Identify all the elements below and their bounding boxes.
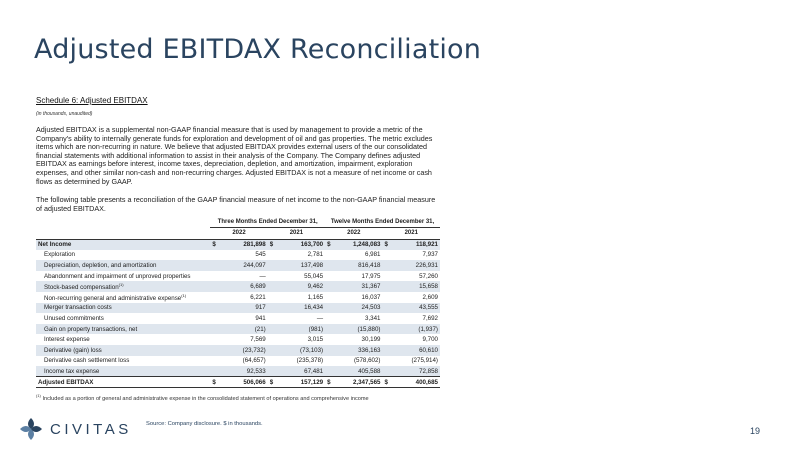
cell-value: 917 [219,303,268,314]
cell-value: 244,097 [219,260,268,271]
cell-value: 3,341 [365,314,381,322]
cell-value: 226,931 [391,260,440,271]
table-footnote [36,393,369,402]
cell-value: (235,378) [296,357,324,365]
cell-value: 60,610 [391,345,440,356]
table-row [36,345,440,356]
cell-value: (1,937) [391,324,440,335]
cell-value: 30,199 [361,336,381,344]
cell-value: (73,103) [276,345,325,356]
period-header-three-months: Three Months Ended December 31, [210,218,325,227]
cell-value: 941 [255,314,266,322]
currency-symbol: $ [268,377,276,388]
cell-value: 17,975 [361,272,381,280]
period-header-twelve-months: Twelve Months Ended December 31, [325,218,440,227]
cell-value: 9,462 [276,281,325,292]
cell-value: 1,248,083 [333,239,382,250]
company-logo [18,415,132,443]
cell-value: 7,937 [422,251,438,259]
cell-value: 545 [255,251,266,259]
table-row [36,292,440,303]
currency-symbol: $ [382,239,390,250]
slide-title: Adjusted EBITDAX Reconciliation [34,34,482,65]
cell-value: 2,347,565 [333,377,382,388]
cell-value: 3,015 [307,336,324,344]
cell-value: 7,569 [250,336,266,344]
table-row [36,303,440,314]
source-note: Source: Company disclosure. $ in thousands. [146,421,263,427]
logo-mark-icon [18,416,44,442]
cell-value: 118,921 [391,239,440,250]
cell-value: 31,367 [333,281,382,292]
row-label: Non-recurring general and administrative expense [44,294,182,302]
cell-value: 57,260 [419,272,438,280]
cell-value: 67,481 [276,366,325,377]
footnote-marker: (1) [181,292,187,298]
cell-value: 157,129 [276,377,325,388]
row-label: Derivative (gain) loss [36,345,210,356]
cell-value: 281,898 [219,239,268,250]
year-header: 2022 [325,227,382,239]
table-row [36,313,440,324]
currency-symbol: $ [325,239,333,250]
cell-value: (21) [219,324,268,335]
cell-value: 405,588 [333,366,382,377]
row-label: Depreciation, depletion, and amortization [36,260,210,271]
table-row [36,356,440,367]
currency-symbol: $ [210,239,218,250]
currency-symbol: $ [268,239,276,250]
cell-value: (981) [276,324,325,335]
table-row [36,260,440,271]
cell-value: 1,165 [307,293,324,301]
schedule-subheading: (in thousands, unaudited) [36,111,93,117]
cell-value: 9,700 [422,336,438,344]
footnote-marker: (1) [36,393,41,398]
table-row [36,250,440,261]
cell-value: — [316,314,324,322]
table-total-row [36,377,440,388]
cell-value: 43,555 [391,303,440,314]
cell-value: 55,045 [304,272,324,280]
cell-value: 6,981 [365,251,381,259]
cell-value: 336,163 [333,345,382,356]
row-label: Stock-based compensation [44,284,119,292]
row-label: Adjusted EBITDAX [36,377,210,388]
row-label: Income tax expense [36,366,210,377]
cell-value: 92,533 [219,366,268,377]
table-row [36,239,440,250]
cell-value: 16,037 [361,293,381,301]
cell-value: 7,692 [422,314,438,322]
cell-value: (23,732) [219,345,268,356]
page-number: 19 [749,426,760,436]
currency-symbol: $ [325,377,333,388]
cell-value: 6,221 [250,293,266,301]
currency-symbol: $ [382,377,390,388]
table-row [36,334,440,345]
cell-value: 2,609 [422,293,438,301]
cell-value: 137,498 [276,260,325,271]
reconciliation-intro-paragraph: The following table presents a reconciliation of the GAAP financial measure of net income to the non-GAAP financial measure of adjusted EBITDAX. [36,195,436,213]
row-label: Gain on property transactions, net [36,324,210,335]
cell-value: 16,434 [276,303,325,314]
cell-value: 163,700 [276,239,325,250]
logo-wordmark: CIVITAS [50,420,132,438]
row-label: Net Income [36,239,210,250]
cell-value: 400,685 [391,377,440,388]
table-row [36,271,440,282]
schedule-heading: Schedule 6: Adjusted EBITDAX [36,96,148,105]
year-header: 2021 [382,227,440,239]
cell-value: 15,658 [391,281,440,292]
footnote-marker: (1) [118,282,124,288]
currency-symbol: $ [210,377,218,388]
table-row [36,366,440,377]
cell-value: 6,689 [219,281,268,292]
row-label: Abandonment and impairment of unproved properties [44,272,191,280]
row-label: Derivative cash settlement loss [44,357,130,365]
row-label: Interest expense [44,336,90,344]
row-label: Unused commitments [44,314,104,322]
cell-value: (275,914) [411,357,438,365]
cell-value: 2,781 [307,251,324,259]
cell-value: — [259,272,266,280]
row-label: Exploration [44,251,75,259]
cell-value: 816,418 [333,260,382,271]
row-label: Merger transaction costs [36,303,210,314]
definition-paragraph: Adjusted EBITDAX is a supplemental non-GAAP financial measure that is used by management to provide a metric of the Company's ability to internally generate funds for exploration and development of oil and gas properties. The metric excludes items which are non-recurring in nature. We believe that adjusted EBITDAX provides external users of the our consolidated financial statements with additional information to assist in their analysis of the Company. The Company defines adjusted EBITDAX as earnings before interest, income taxes, depreciation, depletion, and amortization, impairment, exploration expenses, and other similar non-cash and non-recurring charges. Adjusted EBITDAX is not a measure of net income or cash flows as determined by GAAP. [36,125,433,186]
table-row [36,324,440,335]
cell-value: 24,503 [333,303,382,314]
table-row [36,281,440,292]
cell-value: (15,880) [333,324,382,335]
reconciliation-table [36,218,440,388]
cell-value: (578,602) [353,357,381,365]
year-header: 2021 [268,227,325,239]
cell-value: 506,066 [219,377,268,388]
cell-value: 72,858 [391,366,440,377]
year-header: 2022 [210,227,267,239]
footnote-text: Included as a portion of general and administrative expense in the consolidated statement of operations and comprehensive income [42,395,369,402]
cell-value: (64,657) [242,357,266,365]
